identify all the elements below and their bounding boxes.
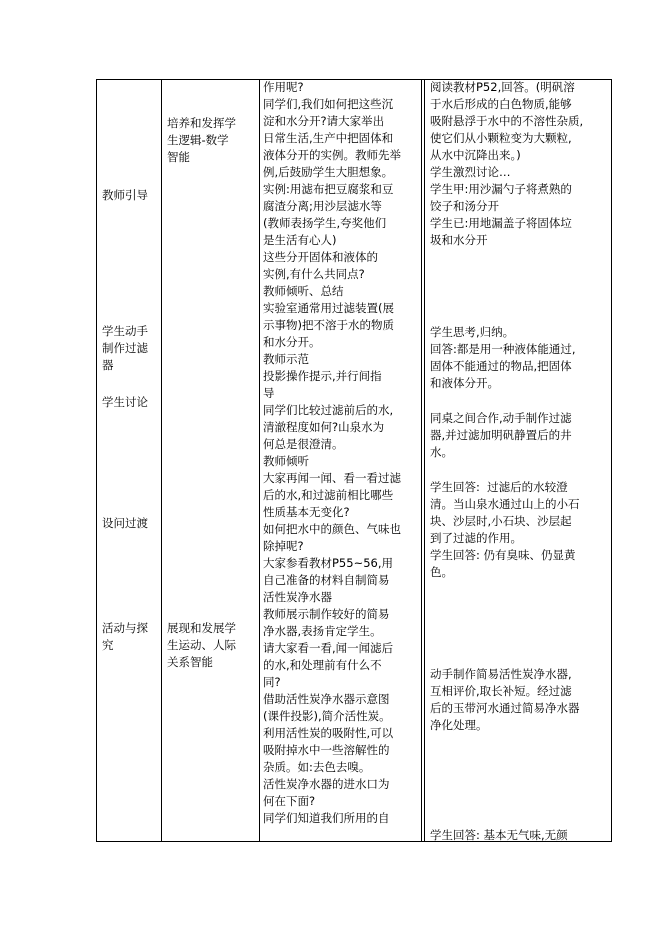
student-activity: 学生思考,归纳。 回答:都是用一种液体能通过, 固体不能通过的物品,把固体 和液体分开。 bbox=[430, 325, 576, 390]
lesson-table bbox=[96, 79, 612, 842]
goal-text: 展现和发展学 生运动、人际 关系智能 bbox=[167, 621, 236, 669]
stage-label: 学生动手 制作过滤 器 bbox=[102, 324, 148, 372]
column-divider bbox=[161, 80, 162, 841]
stage-label: 学生讨论 bbox=[102, 395, 148, 409]
stage-label: 教师引导 bbox=[102, 188, 148, 202]
teacher-activity: 作用呢? 同学们,我们如何把这些沉 淀和水分开?请大家举出 日常生活,生产中把固体和 液体分开的实例。教师先举 例,后鼓励学生大胆想象。 实例:用滤布把豆腐浆和豆 腐渣分离;用沙层滤水等 (教师表扬学生,夸奖他们 是生活有心人) 这些分开固体和液体的 实例,有什么共同点? 教师倾听、总结 实验室通常用过滤装置(展 示事物)把不溶于水的物质 和水分开。 教师示范 投影操作提示,并行间指 导 同学们比较过滤前后的水, 清澈程度如何?山泉水为 何总是很澄清。 教师倾听 大家再闻一闻、看一看过滤 后的水,和过滤前相比哪些 性质基本无变化? 如何把水中的颜色、气味也 除掉呢? 大家参看教材P55~56,用 自己准备的材料自制简易 活性炭净水器 教师展示制作较好的简易 净水器,表扬肯定学生。 请大家看一看,闻一闻滤后 的水,和处理前有什么不 同? 借助活性炭净水器示意图 (课件投影),简介活性炭。 利用活性炭的吸附性,可以 吸附掉水中一些溶解性的 杂质。如:去色去嗅。 活性炭净水器的进水口为 何在下面? 同学们知道我们所用的自 bbox=[263, 80, 401, 825]
stage-label: 设问过渡 bbox=[102, 516, 148, 530]
student-activity: 阅读教材P52,回答。(明矾溶 于水后形成的白色物质,能够 吸附悬浮于水中的不溶性杂质, 使它们从小颗粒变为大颗粒, 从水中沉降出来。) 学生激烈讨论… 学生甲:用沙漏勺子将煮熟的 饺子和汤分开 学生已:用地漏盖子将固体垃 圾和水分开 bbox=[430, 80, 584, 247]
student-activity: 动手制作简易活性炭净水器, 互相评价,取长补短。经过滤 后的玉带河水通过简易净水器 净化处理。 bbox=[430, 667, 580, 732]
column-divider-double bbox=[421, 80, 425, 841]
student-activity: 学生回答: 基本无气味,无颜 bbox=[430, 828, 568, 842]
column-divider bbox=[259, 80, 260, 841]
student-activity: 同桌之间合作,动手制作过滤 器,并过滤加明矾静置后的井 水。 bbox=[430, 411, 572, 459]
stage-label: 活动与探 究 bbox=[102, 621, 148, 652]
student-activity: 学生回答: 过滤后的水较澄 清。当山泉水通过山上的小石 块、沙层时,小石块、沙层起 到了过滤的作用。 学生回答: 仍有臭味、仍显黄 色。 bbox=[430, 480, 580, 579]
goal-text: 培养和发挥学 生逻辑-数学 智能 bbox=[167, 116, 236, 164]
